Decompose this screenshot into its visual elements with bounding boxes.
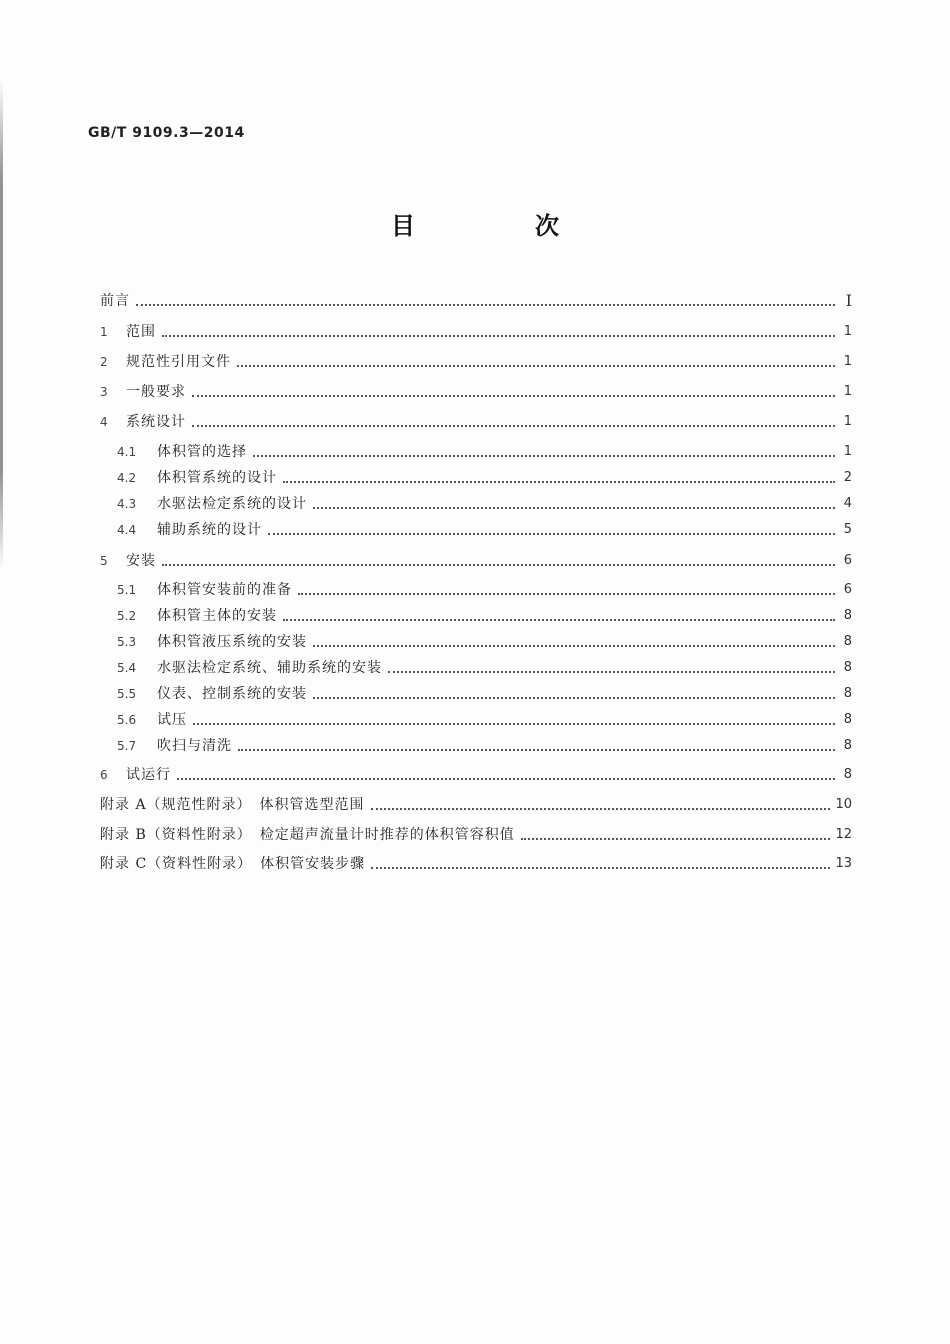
toc-entry-page-number: Ⅰ [845, 291, 852, 310]
toc-entry[interactable] [100, 548, 852, 570]
toc-dot-leader [136, 304, 835, 306]
toc-entry-label: 体积管主体的安装 [157, 608, 277, 624]
toc-entry-page-number: 12 [835, 827, 852, 842]
toc-entry-page-number: 5 [843, 522, 852, 537]
toc-entry-number: 5.4 [117, 661, 137, 675]
toc-entry-label: 体积管的选择 [157, 444, 247, 460]
toc-entry-number: 5.7 [117, 739, 137, 753]
toc-entry-page-number: 8 [843, 767, 852, 782]
toc-dot-leader [237, 365, 835, 367]
toc-entry-page-number: 13 [835, 856, 852, 871]
toc-entry-page-number: 1 [843, 414, 852, 429]
toc-entry-number: 4.3 [117, 497, 137, 511]
toc-entry-label: 附录 B（资料性附录） 检定超声流量计时推荐的体积管容积值 [100, 827, 515, 843]
toc-entry[interactable] [100, 603, 852, 625]
toc-entry-label: 系统设计 [126, 414, 186, 430]
toc-entry-number: 5.5 [117, 687, 137, 701]
toc-entry[interactable] [100, 517, 852, 539]
toc-dot-leader [371, 808, 831, 810]
toc-entry[interactable] [100, 822, 852, 844]
toc-entry[interactable] [100, 379, 852, 401]
toc-entry-number: 4 [100, 415, 108, 429]
toc-entry-label: 体积管液压系统的安装 [157, 634, 307, 650]
toc-entry[interactable] [100, 851, 852, 873]
toc-dot-leader [177, 778, 835, 780]
toc-entry[interactable] [100, 577, 852, 599]
toc-entry-label: 试压 [157, 712, 187, 728]
toc-dot-leader [313, 645, 835, 647]
toc-entry-label: 吹扫与清洗 [157, 738, 232, 754]
toc-entry-number: 2 [100, 355, 108, 369]
toc-dot-leader [313, 507, 835, 509]
toc-entry-number: 1 [100, 325, 108, 339]
toc-entry-page-number: 4 [843, 496, 852, 511]
toc-dot-leader [388, 671, 835, 673]
toc-entry-number: 5 [100, 554, 108, 568]
toc-dot-leader [238, 749, 835, 751]
toc-entry-label: 体积管安装前的准备 [157, 582, 292, 598]
toc-entry-label: 范围 [126, 324, 156, 340]
toc-entry-label: 规范性引用文件 [126, 354, 231, 370]
toc-dot-leader [193, 723, 835, 725]
toc-entry-page-number: 8 [843, 738, 852, 753]
toc-dot-leader [192, 425, 835, 427]
toc-dot-leader [298, 593, 835, 595]
standard-code: GB/T 9109.3—2014 [88, 125, 245, 141]
toc-entry-label: 安装 [126, 553, 156, 569]
toc-entry[interactable] [100, 288, 852, 310]
toc-entry-page-number: 1 [843, 384, 852, 399]
toc-entry[interactable] [100, 491, 852, 513]
toc-entry-label: 附录 A（规范性附录） 体积管选型范围 [100, 797, 365, 813]
toc-entry-label: 水驱法检定系统的设计 [157, 496, 307, 512]
toc-dot-leader [268, 533, 835, 535]
toc-entry-label: 体积管系统的设计 [157, 470, 277, 486]
toc-entry-number: 6 [100, 768, 108, 782]
toc-entry-page-number: 6 [843, 582, 852, 597]
toc-dot-leader [283, 481, 835, 483]
toc-entry-number: 4.2 [117, 471, 137, 485]
toc-entry-label: 仪表、控制系统的安装 [157, 686, 307, 702]
toc-entry-page-number: 1 [843, 444, 852, 459]
toc-dot-leader [313, 697, 835, 699]
toc-entry[interactable] [100, 349, 852, 371]
toc-entry-number: 4.1 [117, 445, 137, 459]
toc-entry-number: 5.1 [117, 583, 137, 597]
toc-entry-page-number: 1 [843, 354, 852, 369]
toc-entry-label: 一般要求 [126, 384, 186, 400]
toc-entry-page-number: 10 [835, 797, 852, 812]
toc-dot-leader [162, 335, 835, 337]
toc-entry[interactable] [100, 319, 852, 341]
toc-entry-number: 5.2 [117, 609, 137, 623]
toc-entry-number: 5.3 [117, 635, 137, 649]
toc-dot-leader [253, 455, 835, 457]
scan-edge-mark [0, 80, 3, 570]
toc-entry-label: 前言 [100, 293, 130, 309]
page-title: 目 次 [391, 212, 607, 240]
toc-entry[interactable] [100, 655, 852, 677]
toc-entry[interactable] [100, 409, 852, 431]
toc-entry-page-number: 8 [843, 608, 852, 623]
toc-entry-number: 4.4 [117, 523, 137, 537]
toc-entry-page-number: 6 [843, 553, 852, 568]
toc-entry-page-number: 8 [843, 660, 852, 675]
toc-entry-label: 试运行 [126, 767, 171, 783]
toc-entry[interactable] [100, 733, 852, 755]
toc-entry-label: 附录 C（资料性附录） 体积管安装步骤 [100, 856, 366, 872]
toc-entry[interactable] [100, 762, 852, 784]
toc-entry-number: 3 [100, 385, 108, 399]
toc-entry[interactable] [100, 465, 852, 487]
toc-entry[interactable] [100, 792, 852, 814]
toc-dot-leader [521, 838, 831, 840]
toc-entry-page-number: 1 [843, 324, 852, 339]
toc-entry[interactable] [100, 681, 852, 703]
toc-entry-page-number: 8 [843, 634, 852, 649]
toc-entry-number: 5.6 [117, 713, 137, 727]
toc-dot-leader [283, 619, 835, 621]
toc-entry-label: 辅助系统的设计 [157, 522, 262, 538]
toc-dot-leader [162, 564, 835, 566]
toc-entry[interactable] [100, 629, 852, 651]
toc-entry-page-number: 2 [843, 470, 852, 485]
toc-entry[interactable] [100, 439, 852, 461]
toc-dot-leader [371, 867, 830, 869]
toc-dot-leader [192, 395, 835, 397]
toc-entry-page-number: 8 [843, 686, 852, 701]
toc-entry-page-number: 8 [843, 712, 852, 727]
toc-entry-label: 水驱法检定系统、辅助系统的安装 [157, 660, 382, 676]
toc-entry[interactable] [100, 707, 852, 729]
